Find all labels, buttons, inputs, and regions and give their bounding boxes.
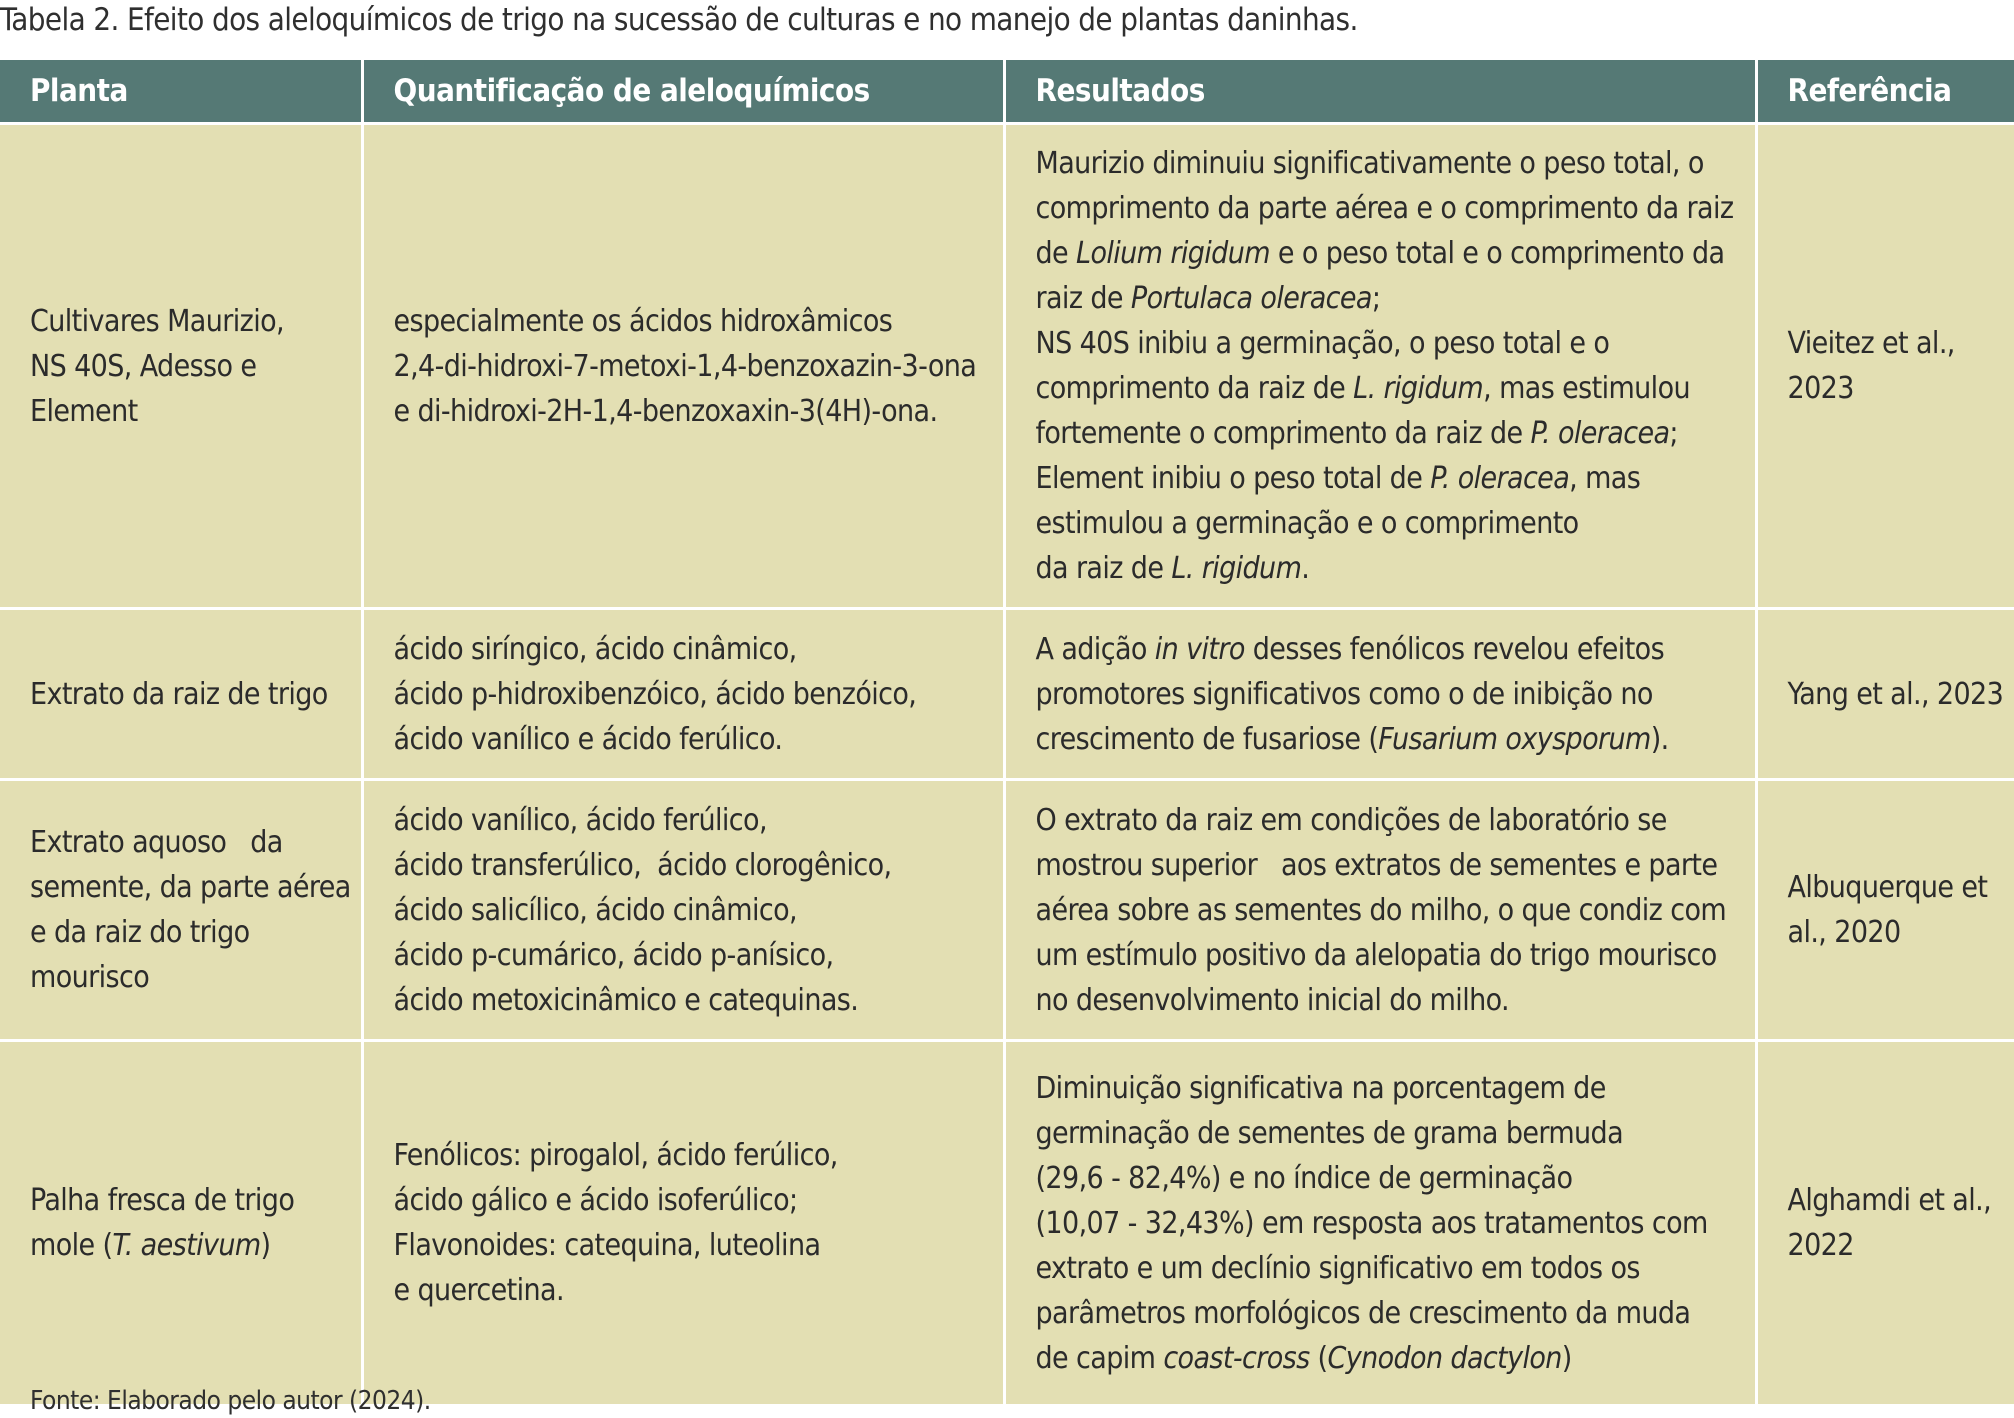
- species-name: L. rigidum: [1353, 371, 1484, 406]
- cell-line: mostrou superior aos extratos de sementes e parte: [1035, 847, 1718, 883]
- cell-line: especialmente os ácidos hidroxâmicos: [393, 303, 893, 339]
- text-segment: da raiz de: [1035, 551, 1172, 586]
- text-segment: (: [1309, 1340, 1328, 1376]
- cell-line: Extrato da raiz de trigo: [30, 676, 328, 712]
- cell-line: ácido p-cumárico, ácido p-anísico,: [393, 937, 834, 973]
- cell-line: Yang et al., 2023: [1787, 676, 2004, 712]
- cell-line: Element: [30, 393, 138, 429]
- cell-line: NS 40S, Adesso e: [30, 348, 257, 384]
- text-segment: fortemente o comprimento da raiz de: [1035, 416, 1531, 451]
- text-segment: crescimento de fusariose (: [1035, 721, 1379, 757]
- cell-line: comprimento da parte aérea e o comprimento da raiz: [1035, 191, 1734, 226]
- cell-line: [1036, 456, 1747, 501]
- species-name: P. oleracea: [1530, 416, 1670, 451]
- cell-planta: [0, 609, 362, 780]
- text-segment: e o peso total e o comprimento da: [1269, 236, 1725, 271]
- cell-line: Fenólicos: pirogalol, ácido ferúlico,: [393, 1138, 838, 1173]
- table-caption: Tabela 2. Efeito dos aleloquímicos de trigo na sucessão de culturas e no manejo de plantas daninhas.: [0, 2, 1358, 38]
- cell-resultados: [1004, 124, 1756, 609]
- cell-line: e da raiz do trigo: [30, 915, 250, 950]
- text-segment: desses fenólicos revelou efeitos: [1244, 631, 1665, 667]
- table-row: [0, 1041, 2014, 1405]
- cell-line: ácido p-hidroxibenzóico, ácido benzóico,: [393, 676, 917, 712]
- cell-line: estimulou a germinação e o comprimento: [1035, 506, 1579, 541]
- text-segment: comprimento da raiz de: [1035, 371, 1354, 406]
- cell-line: Extrato aquoso da: [30, 825, 283, 860]
- cell-line: ácido vanílico, ácido ferúlico,: [393, 802, 767, 838]
- latin-term: in vitro: [1154, 631, 1245, 667]
- species-name: Cynodon dactylon: [1327, 1340, 1562, 1376]
- header-resultados: Resultados: [1004, 60, 1756, 124]
- species-name: Lolium rigidum: [1076, 236, 1270, 271]
- cell-line: ácido gálico e ácido isoferúlico;: [393, 1183, 798, 1218]
- cell-planta: [0, 124, 362, 609]
- cell-line: semente, da parte aérea: [30, 870, 351, 905]
- text-segment: ;: [1371, 281, 1381, 316]
- cell-line: Albuquerque et: [1787, 870, 1988, 905]
- cell-line: 2022: [1787, 1228, 1854, 1263]
- cell-line: [1036, 276, 1747, 321]
- cell-line: promotores significativos como o de inibição no: [1035, 676, 1653, 712]
- cell-planta: [0, 1041, 362, 1405]
- species-name: Fusarium oxysporum: [1378, 721, 1651, 757]
- cell-line: ácido vanílico e ácido ferúlico.: [393, 721, 783, 757]
- cell-line: (10,07 - 32,43%) em resposta aos tratamentos com: [1035, 1205, 1708, 1241]
- text-segment: de: [1035, 236, 1077, 271]
- text-segment: ): [1561, 1340, 1572, 1376]
- species-name: Portulaca oleracea: [1130, 281, 1372, 316]
- cell-referencia: [1756, 609, 2014, 780]
- cell-line: [30, 1223, 353, 1268]
- cell-line: ácido siríngico, ácido cinâmico,: [393, 631, 797, 667]
- cell-line: [1036, 717, 1747, 762]
- table-row: [0, 780, 2014, 1041]
- text-segment: A adição: [1035, 631, 1155, 667]
- cell-resultados: [1004, 780, 1756, 1041]
- cell-line: Maurizio diminuiu significativamente o peso total, o: [1035, 146, 1704, 181]
- cell-line: Palha fresca de trigo: [30, 1183, 295, 1218]
- cell-line: e di-hidroxi-2H-1,4-benzoxaxin-3(4H)-ona.: [393, 393, 938, 429]
- table-row: [0, 609, 2014, 780]
- cell-line: NS 40S inibiu a germinação, o peso total e o: [1035, 326, 1610, 361]
- cell-line: ácido metoxicinâmico e catequinas.: [393, 982, 859, 1018]
- text-segment: Element inibiu o peso total de: [1035, 461, 1431, 496]
- cell-referencia: [1756, 780, 2014, 1041]
- text-segment: ).: [1650, 721, 1669, 757]
- cell-line: (29,6 - 82,4%) e no índice de germinação: [1035, 1160, 1573, 1196]
- cell-line: aérea sobre as sementes do milho, o que condiz com: [1035, 892, 1727, 928]
- table-row: [0, 124, 2014, 609]
- text-segment: , mas: [1569, 461, 1641, 496]
- cell-quantificacao: [362, 124, 1004, 609]
- cell-line: germinação de sementes de grama bermuda: [1035, 1115, 1624, 1151]
- latin-term: coast-cross: [1163, 1340, 1310, 1376]
- cell-line: [1036, 411, 1747, 456]
- cell-line: Vieitez et al.,: [1787, 326, 1955, 361]
- text-segment: ;: [1669, 416, 1678, 451]
- cell-line: ácido transferúlico, ácido clorogênico,: [393, 847, 892, 883]
- cell-line: 2023: [1787, 371, 1854, 406]
- species-name: T. aestivum: [112, 1228, 261, 1263]
- cell-line: [1036, 1336, 1747, 1381]
- allelochemicals-table: [0, 60, 2014, 1404]
- cell-line: ácido salicílico, ácido cinâmico,: [393, 892, 798, 928]
- text-segment: , mas estimulou: [1483, 371, 1690, 406]
- text-segment: raiz de: [1035, 281, 1131, 316]
- cell-line: O extrato da raiz em condições de laboratório se: [1035, 802, 1667, 838]
- cell-referencia: [1756, 1041, 2014, 1405]
- header-planta: Planta: [0, 60, 362, 124]
- cell-planta: [0, 780, 362, 1041]
- cell-quantificacao: [362, 1041, 1004, 1405]
- cell-line: [1036, 627, 1747, 672]
- cell-line: Alghamdi et al.,: [1787, 1183, 1992, 1218]
- cell-referencia: [1756, 124, 2014, 609]
- cell-line: 2,4-di-hidroxi-7-metoxi-1,4-benzoxazin-3-ona: [393, 348, 977, 384]
- text-segment: ): [260, 1228, 271, 1263]
- cell-line: parâmetros morfológicos de crescimento da muda: [1035, 1295, 1691, 1331]
- cell-resultados: [1004, 609, 1756, 780]
- cell-quantificacao: [362, 780, 1004, 1041]
- source-note: Fonte: Elaborado pelo autor (2024).: [30, 1386, 431, 1416]
- text-segment: mole (: [30, 1228, 113, 1263]
- text-segment: .: [1301, 551, 1310, 586]
- cell-line: e quercetina.: [393, 1273, 564, 1308]
- cell-line: [1036, 546, 1747, 591]
- cell-quantificacao: [362, 609, 1004, 780]
- cell-line: extrato e um declínio significativo em todos os: [1035, 1250, 1640, 1286]
- cell-line: Diminuição significativa na porcentagem de: [1035, 1070, 1606, 1106]
- header-referencia: Referência: [1756, 60, 2014, 124]
- cell-line: al., 2020: [1787, 915, 1901, 950]
- cell-line: mourisco: [30, 960, 150, 995]
- species-name: P. oleracea: [1430, 461, 1570, 496]
- text-segment: de capim: [1035, 1340, 1164, 1376]
- cell-line: no desenvolvimento inicial do milho.: [1035, 982, 1509, 1018]
- cell-line: [1036, 231, 1747, 276]
- cell-line: Cultivares Maurizio,: [30, 303, 284, 339]
- cell-line: [1036, 366, 1747, 411]
- cell-line: um estímulo positivo da alelopatia do trigo mourisco: [1035, 937, 1717, 973]
- table-header-row: [0, 60, 2014, 124]
- cell-line: Flavonoides: catequina, luteolina: [393, 1228, 821, 1263]
- species-name: L. rigidum: [1171, 551, 1302, 586]
- header-quantificacao: Quantificação de aleloquímicos: [362, 60, 1004, 124]
- cell-resultados: [1004, 1041, 1756, 1405]
